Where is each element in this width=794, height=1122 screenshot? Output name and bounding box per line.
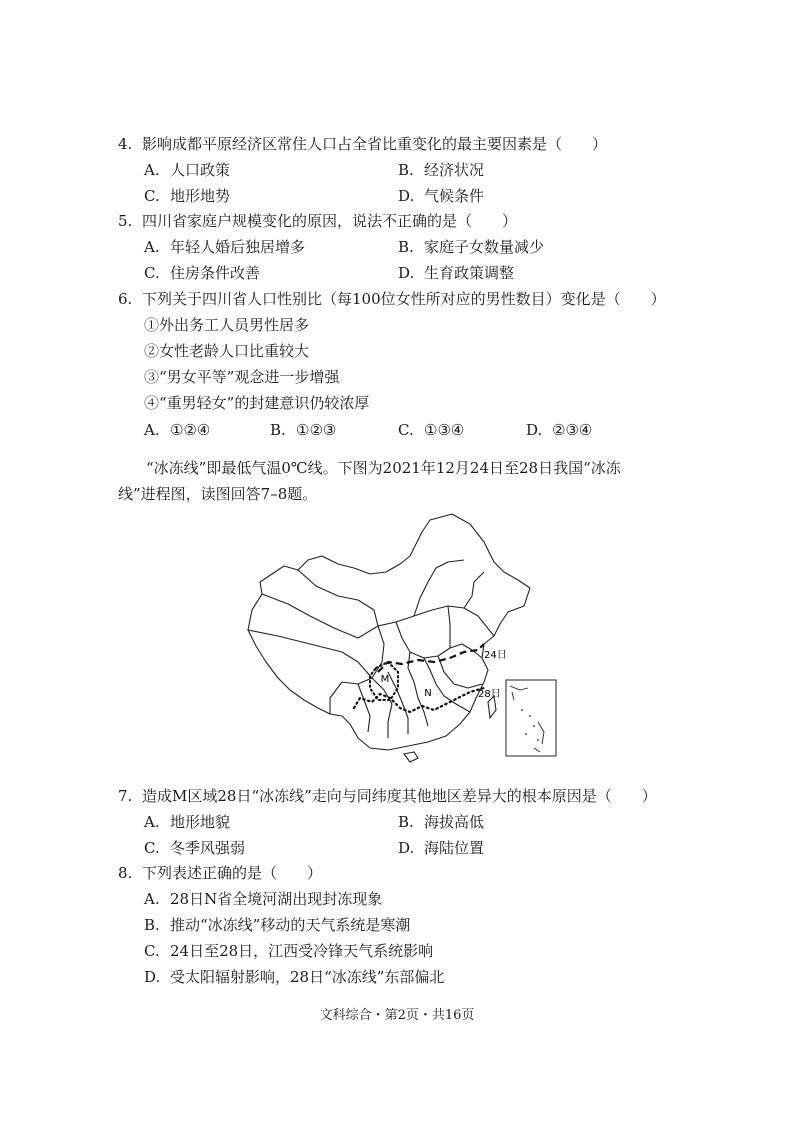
question-4-stem xyxy=(118,134,607,154)
question-8-option-d[interactable]: D. 受太阳辐射影响，28日“冰冻线”东部偏北 xyxy=(144,968,445,986)
question-8-option-b[interactable]: B. 推动“冰冻线”移动的天气系统是寒潮 xyxy=(144,916,411,934)
question-4-option-b[interactable]: B. 经济状况 xyxy=(398,161,485,179)
question-8-option-c[interactable]: C. 24日至28日，江西受冷锋天气系统影响 xyxy=(144,942,434,960)
question-8-number: 8. xyxy=(118,864,133,882)
intro-line-2: 线”进程图，读图回答7–8题。 xyxy=(118,485,318,503)
question-7-number: 7. xyxy=(118,787,133,805)
question-7-stem xyxy=(118,786,657,806)
question-6-option-d[interactable]: D. ②③④ xyxy=(526,421,593,439)
question-6-statement-2: ②女性老龄人口比重较大 xyxy=(144,342,310,360)
map-label-n: N xyxy=(424,688,432,699)
question-6-number: 6. xyxy=(118,290,133,308)
question-4-option-d[interactable]: D. 气候条件 xyxy=(398,187,485,205)
question-7-option-a[interactable]: A. 地形地貌 xyxy=(144,813,231,831)
question-6-option-c[interactable]: C. ①③④ xyxy=(398,421,465,439)
question-5-text: 四川省家庭户规模变化的原因，说法不正确的是（ ） xyxy=(142,212,518,230)
question-7-option-c[interactable]: C. 冬季风强弱 xyxy=(144,839,246,857)
question-6-statement-3: ③“男女平等”观念进一步增强 xyxy=(144,368,340,386)
question-6-option-a[interactable]: A. ①②④ xyxy=(144,421,211,439)
china-outline xyxy=(248,514,530,750)
question-8-option-a[interactable]: A. 28日N省全境河湖出现封冻现象 xyxy=(144,890,383,908)
question-7-option-b[interactable]: B. 海拔高低 xyxy=(398,813,485,831)
freeze-line-map xyxy=(238,512,568,764)
question-4-option-c[interactable]: C. 地形地势 xyxy=(144,187,231,205)
question-6-text: 下列关于四川省人口性别比（每100位女性所对应的男性数目）变化是（ ） xyxy=(142,290,666,308)
question-5-stem xyxy=(118,211,517,231)
hainan-island xyxy=(404,752,418,762)
question-5-option-b[interactable]: B. 家庭子女数量减少 xyxy=(398,238,545,256)
question-6-statement-1: ①外出务工人员男性居多 xyxy=(144,316,310,334)
question-8-stem xyxy=(118,863,322,883)
map-label-28: 28日 xyxy=(478,689,501,700)
question-4-option-a[interactable]: A. 人口政策 xyxy=(144,161,231,179)
question-5-option-a[interactable]: A. 年轻人婚后独居增多 xyxy=(144,238,306,256)
question-6-statement-4: ④“重男轻女”的封建意识仍较浓厚 xyxy=(144,394,370,412)
intro-paragraph xyxy=(118,455,678,507)
question-4-number: 4. xyxy=(118,135,133,153)
intro-line-1: “冰冻线”即最低气温0℃线。下图为2021年12月24日至28日我国“冰冻 xyxy=(146,459,621,477)
question-6-option-b[interactable]: B. ①②③ xyxy=(270,421,337,439)
question-4-text: 影响成都平原经济区常住人口占全省比重变化的最主要因素是（ ） xyxy=(142,135,608,153)
question-5-option-c[interactable]: C. 住房条件改善 xyxy=(144,264,261,282)
question-6-stem xyxy=(118,289,666,309)
map-label-m: M xyxy=(380,674,390,685)
question-5-option-d[interactable]: D. 生育政策调整 xyxy=(398,264,515,282)
south-china-sea-inset xyxy=(506,680,556,756)
question-7-option-d[interactable]: D. 海陆位置 xyxy=(398,839,485,857)
question-5-number: 5. xyxy=(118,212,133,230)
question-7-text: 造成M区域28日“冰冻线”走向与同纬度其他地区差异大的根本原因是（ ） xyxy=(142,787,657,805)
map-label-24: 24日 xyxy=(484,650,507,661)
question-8-text: 下列表述正确的是（ ） xyxy=(142,864,323,882)
page-footer: 文科综合・第2页・共16页 xyxy=(319,1008,475,1023)
